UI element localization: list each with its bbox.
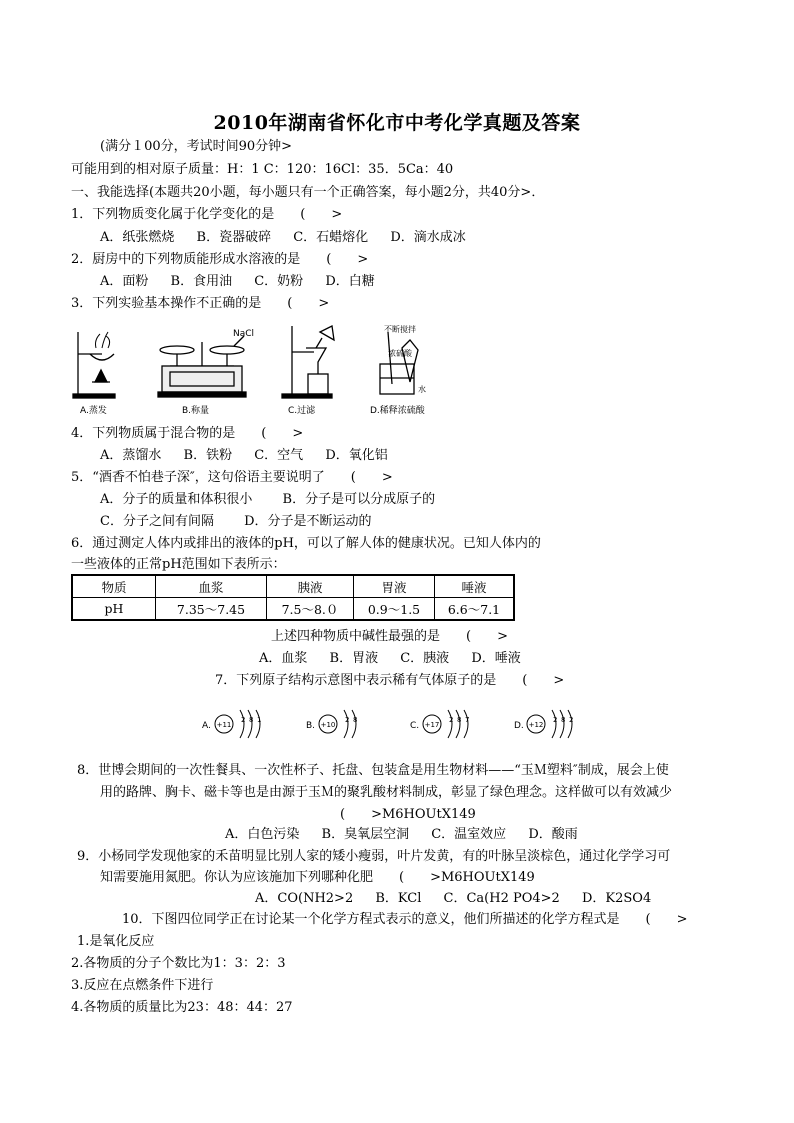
caption-d: D.稀释浓硫酸 (370, 406, 425, 416)
electron-shell-arc (464, 710, 468, 738)
question-5-stem: 5．“酒香不怕巷子深″，这句俗语主要说明了 ( > (71, 470, 393, 485)
question-1-stem: 1．下列物质变化属于化学变化的是 ( > (71, 207, 343, 222)
atom-structure-figure (196, 704, 616, 744)
question-1-options (100, 229, 484, 247)
electron-count: 7 (465, 716, 470, 724)
q2-option-a: A．面粉 (100, 274, 149, 289)
atomic-masses: 可能用到的相对原子质量：H：1 C：120：16Cl：35．5Ca：40 (71, 162, 454, 177)
evaporation-illustration (73, 332, 115, 398)
question-6-question: 上述四种物质中碱性最强的是 ( > (271, 629, 508, 644)
q9-option-b: B．KCl (375, 891, 422, 906)
question-6-options (259, 650, 539, 668)
question-3-stem: 3．下列实验基本操作不正确的是 ( > (71, 296, 330, 311)
electron-shell-arc (568, 710, 572, 738)
ph-table (71, 574, 515, 621)
table-cell: pH (72, 598, 156, 621)
caption-c: C.过滤 (288, 406, 316, 416)
question-6-stem-1: 6．通过测定人体内或排出的液体的pH，可以了解人体的健康状况。已知人体内的 (71, 536, 541, 551)
atom-diagram (202, 710, 261, 738)
electron-shell-arc (560, 710, 564, 738)
question-9-options (255, 890, 669, 908)
question-8-options (225, 826, 596, 844)
q6-option-a: A．血浆 (259, 651, 308, 666)
q8-option-d: D．酸雨 (528, 827, 578, 842)
balance-illustration (158, 336, 246, 397)
table-cell: 0.9～1.5 (354, 598, 435, 621)
q4-option-d: D．氧化铝 (325, 448, 388, 463)
q5-option-c: C．分子之间有间隔 (100, 514, 214, 529)
table-cell: 6.6～7.1 (435, 598, 515, 621)
electron-count: 8 (561, 716, 566, 724)
q6-option-b: B．胃液 (329, 651, 379, 666)
question-10-statement-2: 2.各物质的分子个数比为1：3：2：3 (71, 956, 286, 971)
electron-shell-arc (344, 710, 348, 738)
table-cell: 血浆 (156, 575, 267, 598)
atom-diagram (410, 710, 469, 738)
electron-count: 8 (249, 716, 254, 724)
question-10-statement-1: 1.是氧化反应 (77, 934, 155, 949)
q8-option-a: A．白色污染 (225, 827, 300, 842)
q1-option-c: C．石蜡熔化 (293, 230, 369, 245)
electron-count: 2 (569, 716, 574, 724)
question-6-stem-2: 一些液体的正常pH范围如下表所示： (71, 557, 286, 572)
electron-count: 1 (257, 716, 262, 724)
question-7-stem: 7．下列原子结构示意图中表示稀有气体原子的是 ( > (215, 673, 565, 688)
q2-option-c: C．奶粉 (254, 274, 304, 289)
q6-option-c: C．胰液 (400, 651, 450, 666)
question-2-options (100, 273, 393, 291)
section-heading: 一、我能选择(本题共20小题，每小题只有一个正确答案，每小题2分，共40分>． (71, 185, 545, 200)
q2-option-d: D．白糖 (325, 274, 375, 289)
electron-shell-arc (448, 710, 452, 738)
atom-label: D. (514, 721, 524, 731)
q1-option-d: D．滴水成冰 (390, 230, 466, 245)
q4-option-c: C．空气 (254, 448, 304, 463)
q6-option-d: D．唾液 (471, 651, 521, 666)
q1-option-a: A．纸张燃烧 (100, 230, 175, 245)
electron-count: 2 (345, 716, 350, 724)
nucleus-charge: +10 (320, 721, 336, 729)
q5-option-a: A．分子的质量和体积很小 (100, 492, 253, 507)
question-9-line-1: 9．小杨同学发现他家的禾苗明显比别人家的矮小瘦弱，叶片发黄，有的叶脉呈淡棕色，通过化学学习可 (77, 849, 671, 864)
electron-count: 8 (457, 716, 462, 724)
lab-operations-figure (70, 322, 450, 417)
electron-count: 2 (553, 716, 558, 724)
question-5-options-row2 (100, 513, 390, 531)
exam-subtitle: (满分１00分，考试时间90分钟> (100, 139, 293, 154)
question-9-line-2: 知需要施用氮肥。你认为应该施加下列哪种化肥 ( >M6HOUtX149 (100, 870, 535, 885)
table-cell: 7.35～7.45 (156, 598, 267, 621)
electron-shell-arc (552, 710, 556, 738)
atom-label: B. (306, 721, 316, 731)
electron-shell-arc (456, 710, 460, 738)
caption-b: B.称量 (182, 406, 210, 416)
q5-option-b: B．分子是可以分成原子的 (282, 492, 436, 507)
q9-option-d: D．K2SO4 (581, 891, 652, 906)
dilution-illustration (380, 332, 418, 394)
table-cell: 胰液 (267, 575, 354, 598)
nucleus-charge: +17 (424, 721, 440, 729)
page-title: 2010年湖南省怀化市中考化学真题及答案 (213, 112, 581, 134)
table-cell: 胃液 (354, 575, 435, 598)
question-4-options (100, 447, 406, 465)
nucleus-charge: +11 (216, 721, 232, 729)
atom-diagram (306, 710, 357, 738)
q4-option-b: B．铁粉 (183, 448, 233, 463)
electron-shell-arc (352, 710, 356, 738)
q9-option-a: A．CO(NH2>2 (255, 891, 354, 906)
q5-option-d: D．分子是不断运动的 (244, 514, 372, 529)
electron-shell-arc (256, 710, 260, 738)
nacl-label: NaCl (233, 329, 255, 339)
question-4-stem: 4．下列物质属于混合物的是 ( > (71, 426, 304, 441)
table-cell: 7.5～8.０ (267, 598, 354, 621)
electron-count: 2 (241, 716, 246, 724)
filtration-illustration (282, 326, 334, 398)
acid-label: 浓硫酸 (388, 349, 412, 358)
question-2-stem: 2．厨房中的下列物质能形成水溶液的是 ( > (71, 252, 369, 267)
q4-option-a: A．蒸馏水 (100, 448, 162, 463)
atom-label: A. (202, 721, 211, 731)
question-10-stem: 10．下图四位同学正在讨论某一个化学方程式表示的意义，他们所描述的化学方程式是 ( > (122, 912, 688, 927)
question-8-line-3: ( >M6HOUtX149 (340, 807, 476, 822)
table-cell: 唾液 (435, 575, 515, 598)
electron-shell-arc (248, 710, 252, 738)
atom-diagram (514, 710, 573, 738)
q8-option-c: C．温室效应 (431, 827, 507, 842)
q8-option-b: B．臭氧层空洞 (321, 827, 410, 842)
question-8-line-1: 8．世博会期间的一次性餐具、一次性杯子、托盘、包装盒是用生物材料——“玉Ｍ塑料″制成，展会上使 (77, 763, 669, 778)
question-8-line-2: 用的路牌、胸卡、磁卡等也是由源于玉Ｍ的聚乳酸材料制成，彰显了绿色理念。这样做可以有效减少 (100, 785, 673, 800)
electron-shell-arc (240, 710, 244, 738)
table-cell: 物质 (72, 575, 156, 598)
question-5-options-row1 (100, 491, 453, 509)
question-10-statement-3: 3.反应在点燃条件下进行 (71, 978, 214, 993)
q9-option-c: C．Ca(H2 PO4>2 (443, 891, 560, 906)
q1-option-b: B．瓷器破碎 (196, 230, 272, 245)
water-label: 水 (418, 385, 426, 394)
atom-label: C. (410, 721, 420, 731)
q2-option-b: B．食用油 (170, 274, 233, 289)
electron-count: 8 (353, 716, 358, 724)
caption-a: A.蒸发 (80, 406, 107, 416)
question-10-statement-4: 4.各物质的质量比为23：48：44：27 (71, 1000, 293, 1015)
stir-label: 不断搅拌 (384, 325, 416, 334)
electron-count: 2 (449, 716, 454, 724)
table-header-row (72, 575, 514, 598)
table-row (72, 598, 514, 621)
nucleus-charge: +12 (528, 721, 544, 729)
